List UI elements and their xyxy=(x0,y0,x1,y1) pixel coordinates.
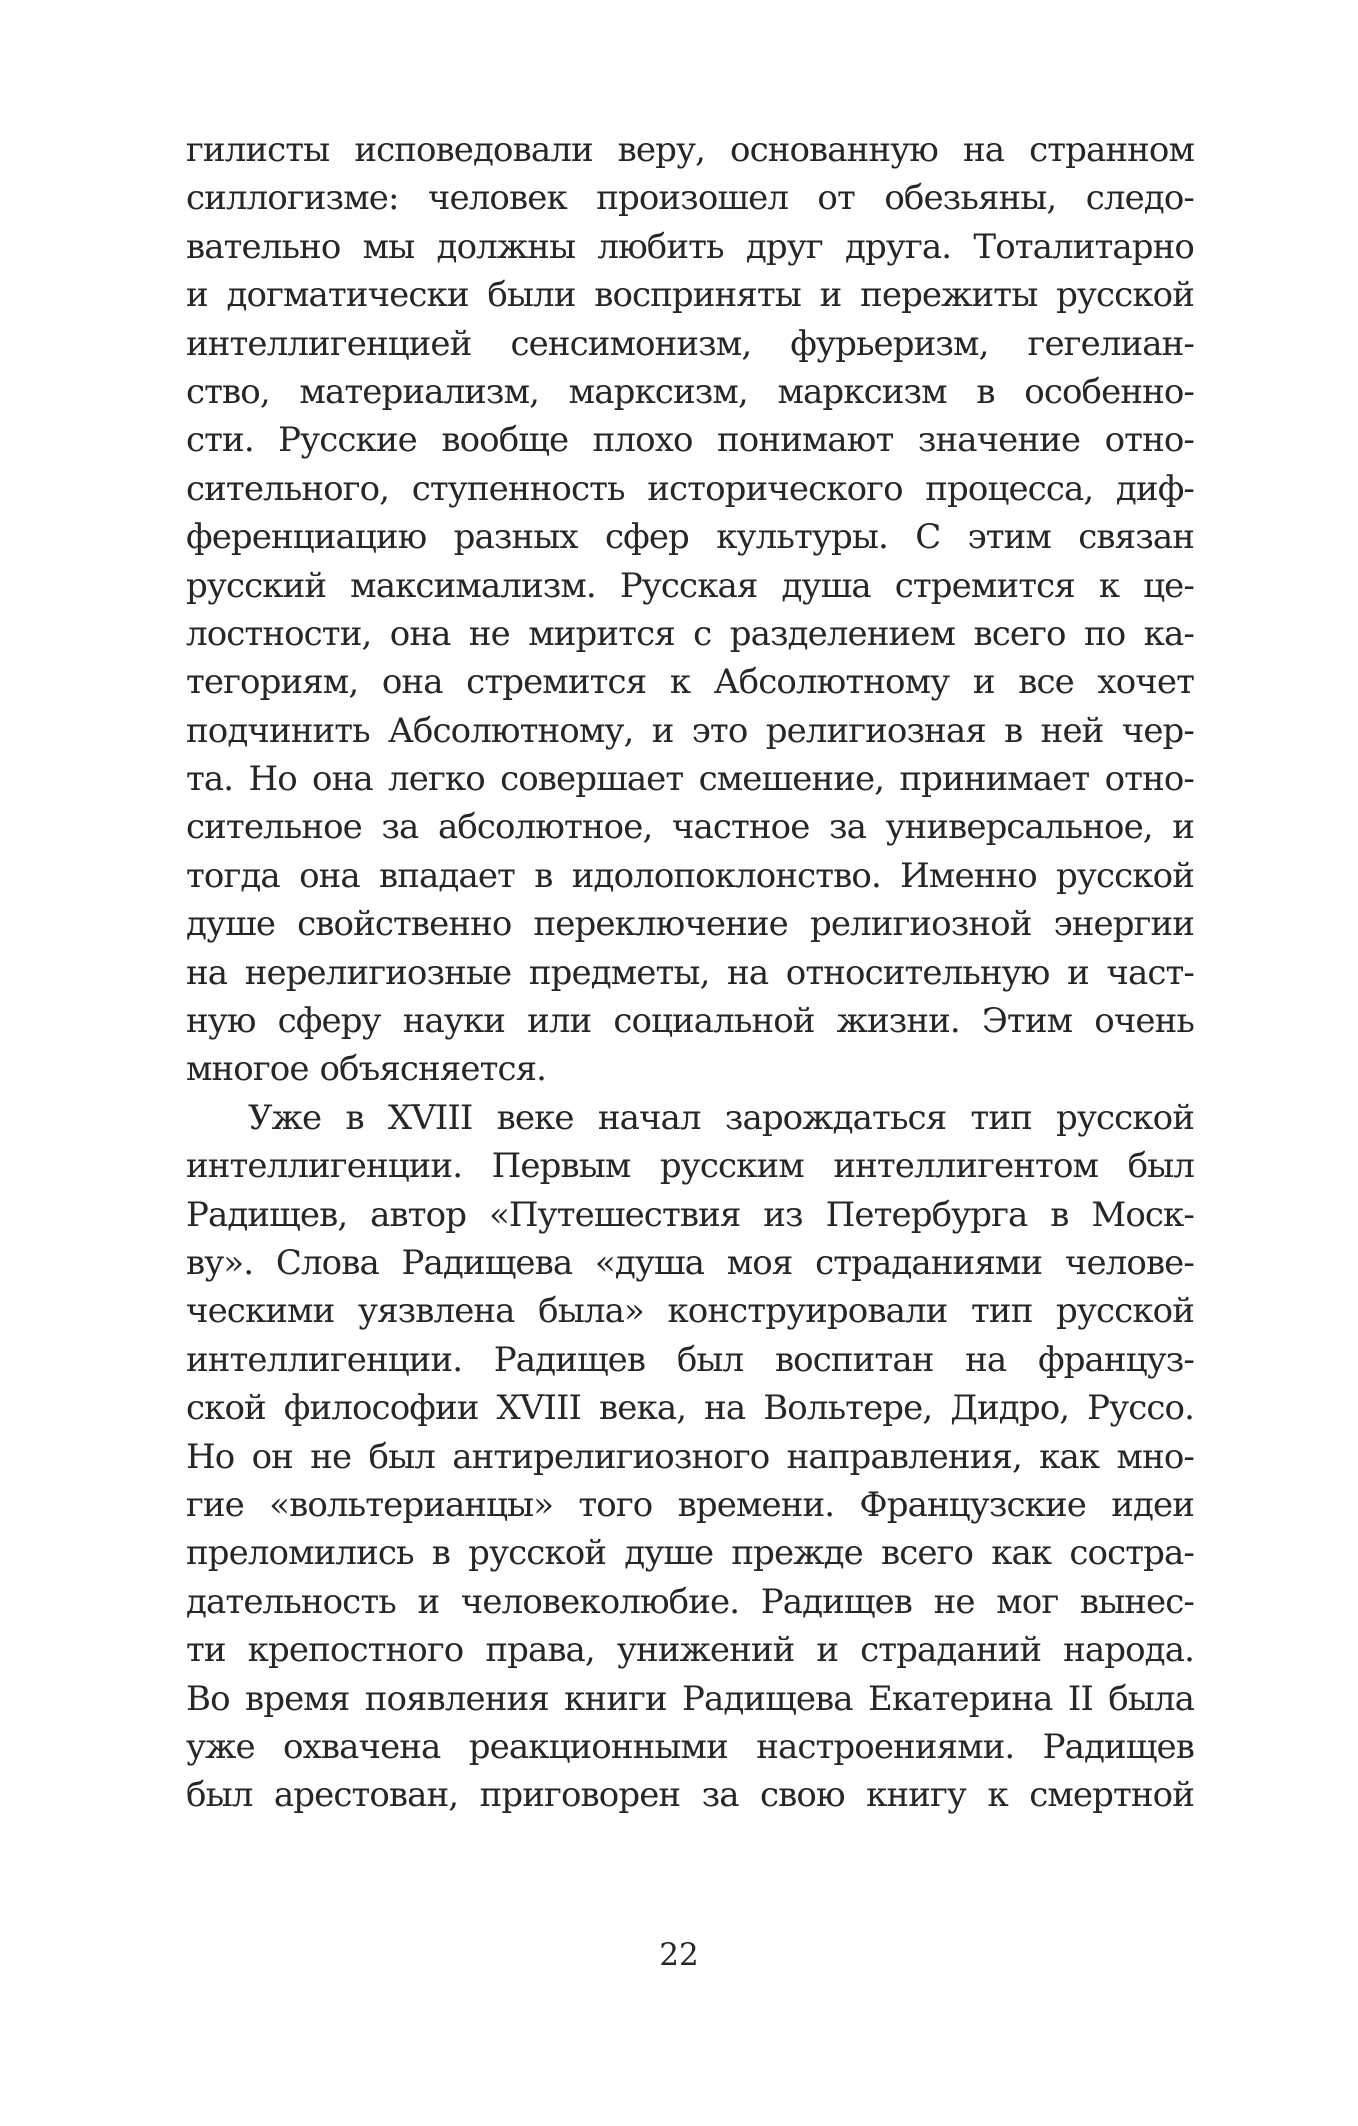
text-line: и догматически были восприняты и пережиты русской xyxy=(186,275,1194,316)
text-line: тегориям, она стремится к Абсолютному и все хочет xyxy=(186,662,1194,703)
text-line: дательность и человеколюбие. Радищев не мог вынес- xyxy=(186,1581,1194,1622)
text-line: Во время появления книги Радищева Екатерина II была xyxy=(186,1678,1194,1719)
text-line: ференциацию разных сфер культуры. С этим связан xyxy=(186,517,1194,558)
text-line: гие «вольтерианцы» того времени. Французские идеи xyxy=(186,1484,1194,1525)
text-line: ческими уязвлена была» конструировали тип русской xyxy=(186,1291,1194,1332)
text-line: русский максимализм. Русская душа стремится к це- xyxy=(186,565,1194,606)
text-line: та. Но она легко совершает смешение, принимает отно- xyxy=(186,759,1194,800)
text-line: душе свойственно переключение религиозной энергии xyxy=(186,904,1194,945)
page-number: 22 xyxy=(659,1937,699,1973)
text-line: сительное за абсолютное, частное за универсальное, и xyxy=(186,807,1194,848)
text-line: преломились в русской душе прежде всего как состра- xyxy=(186,1533,1194,1574)
text-line: был арестован, приговорен за свою книгу к смертной xyxy=(186,1775,1194,1816)
text-line: сти. Русские вообще плохо понимают значение отно- xyxy=(186,420,1194,461)
text-line: ву». Слова Радищева «душа моя страданиями челове- xyxy=(186,1242,1194,1283)
text-line: тогда она впадает в идолопоклонство. Именно русской xyxy=(186,855,1194,896)
text-line-paragraph-start: Уже в XVIII веке начал зарождаться тип русской xyxy=(248,1097,1194,1138)
text-line: уже охвачена реакционными настроениями. Радищев xyxy=(186,1726,1194,1767)
text-line: ную сферу науки или социальной жизни. Этим очень xyxy=(186,1001,1194,1042)
text-line: ти крепостного права, унижений и страданий народа. xyxy=(186,1630,1194,1671)
text-line: ской философии XVIII века, на Вольтере, Дидро, Руссо. xyxy=(186,1388,1194,1429)
text-line: вательно мы должны любить друг друга. Тоталитарно xyxy=(186,226,1194,267)
text-line: сительного, ступенность исторического процесса, диф- xyxy=(186,468,1194,509)
text-line: силлогизме: человек произошел от обезьяны, следо- xyxy=(186,178,1194,219)
text-line: интеллигенции. Первым русским интеллигентом был xyxy=(186,1146,1194,1187)
text-line: интеллигенцией сенсимонизм, фурьеризм, гегелиан- xyxy=(186,323,1194,364)
text-line: ство, материализм, марксизм, марксизм в особенно- xyxy=(186,371,1194,412)
text-line: гилисты исповедовали веру, основанную на странном xyxy=(186,130,1194,170)
body-text xyxy=(186,126,1194,1820)
text-line: многое объясняется. xyxy=(186,1049,547,1090)
text-line: лостности, она не мирится с разделением всего по ка- xyxy=(186,613,1194,654)
text-line: Но он не был антирелигиозного направления, как мно- xyxy=(186,1436,1194,1477)
text-line: Радищев, автор «Путешествия из Петербурга в Моск- xyxy=(186,1194,1194,1235)
text-line: интеллигенции. Радищев был воспитан на француз- xyxy=(186,1339,1194,1380)
text-line: на нерелигиозные предметы, на относительную и част- xyxy=(186,952,1194,993)
text-line: подчинить Абсолютному, и это религиозная в ней чер- xyxy=(186,710,1194,751)
